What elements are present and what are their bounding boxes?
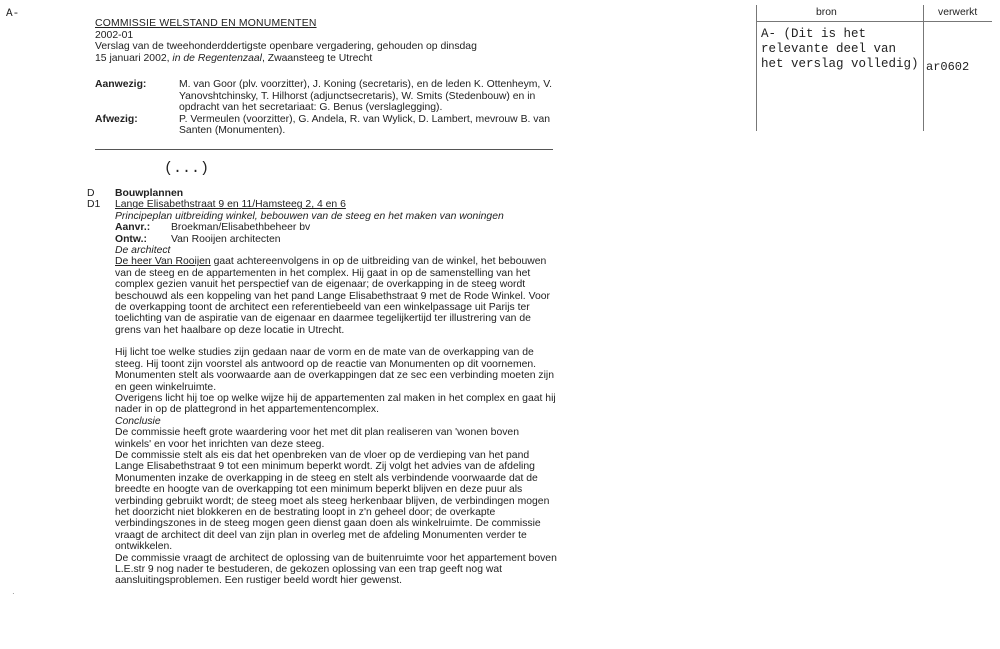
paragraph-4: De commissie heeft grote waardering voor het met dit plan realiseren van 'wonen boven winkels' en voor het inrichten van deze steeg. [115, 427, 519, 450]
item-heading-row [87, 199, 557, 210]
omission-marker: (...) [164, 160, 210, 177]
item-subtitle: Principeplan uitbreiding winkel, bebouwen van de steeg en het maken van woningen [115, 210, 504, 222]
source-note: A- (Dit is het relevante deel van het verslag volledig) [761, 27, 919, 71]
attendance-block [95, 79, 565, 137]
section-heading-row [87, 188, 557, 199]
divider-line [95, 149, 553, 150]
scan-speck: · [12, 589, 15, 598]
item-title: Lange Elisabethstraat 9 en 11/Hamsteeg 2, 4 en 6 [115, 199, 346, 211]
present-label: Aanwezig: [95, 79, 147, 90]
applicant-value: Broekman/Elisabethbeheer bv [171, 222, 311, 234]
paragraph-1-text: gaat achtereenvolgens in op de uitbreiding van de winkel, het bebouwen van de steeg en de appartementen in het complex. Hij gaat in op de samenstelling van het complex gezien vanuit het perspectief van de eigenaar; de overkapping in de steeg wordt beschouwd als een koppeling van het pand Lange Elisabethstraat 9 met de Rode Winkel. Voor de overkapping toont de architect een referentiebeeld van een winkelpassage uit Parijs ter toelichting van de aspiratie van de eigenaar en daarmee tegelijkertijd ter illustrering van de grens van het haalbare op deze locatie in Utrecht. [115, 256, 550, 336]
conclusion-heading: Conclusie [115, 415, 161, 427]
present-list: M. van Goor (plv. voorzitter), J. Koning (secretaris), en de leden K. Ottenheym, V. Yanovshtchinsky, T. Hilhorst (adjunctsecretaris), W. Smits (Stedenbouw) en in opdracht van het secretariaat: G. Benus (verslaglegging). [179, 79, 553, 114]
committee-title: COMMISSIE WELSTAND EN MONUMENTEN [95, 18, 317, 29]
section-title: Bouwplannen [115, 188, 184, 199]
processed-column-header: verwerkt [938, 7, 978, 18]
designer-value: Van Rooijen architecten [171, 233, 281, 245]
applicant-row [87, 222, 557, 233]
report-intro-line: Verslag van de tweehonderddertigste openbare vergadering, gehouden op dinsdag [95, 41, 477, 53]
present-row [95, 79, 565, 114]
table-column-divider [923, 5, 924, 131]
paragraph-5: De commissie stelt als eis dat het openbreken van de vloer op de verdieping van het pand Lange Elisabethstraat 9 tot een minimum beperkt wordt. Zij volgt het advies van de afdeling Monumenten inzake de overkapping in de steeg en stelt als verbindende voorwaarde dat de breedte en hoogte van de overkapping tot een minimum beperkt blijven en deze puur als verbinding gebruikt wordt; de steeg moet als steeg herkenbaar blijven, de verbindingen mogen het doorzicht niet blokkeren en de bestrating loopt in z'n geheel door; de overkapte verbindingszones in de steeg mogen geen dienst gaan doen als winkelruimte. De commissie vraagt de architect dit deel van zijn plan in overleg met de afdeling Monumenten verder te ontwikkelen. [115, 449, 550, 553]
designer-row [87, 234, 557, 245]
source-table [756, 5, 992, 131]
section-body [87, 188, 557, 587]
paragraph-3: Overigens licht hij toe op welke wijze hij de appartementen zal maken in het complex en gaat hij nader in op de plattegrond in het appartementencomplex. [115, 392, 556, 416]
applicant-label: Aanvr.: [115, 222, 151, 234]
paragraph-6: De commissie vraagt de architect de oplossing van de buitenruimte voor het appartement boven L.E.str 9 nog nader te bestuderen, de gekozen oplossing van een trap geeft nog wat aansluitingsproblemen. Een rustiger beeld wordt hier gewenst. [115, 552, 557, 587]
corner-mark: A- [6, 8, 20, 20]
absent-label: Afwezig: [95, 113, 138, 125]
report-date: 15 januari 2002, [95, 52, 173, 64]
archive-code: ar0602 [926, 60, 970, 74]
architect-heading: De architect [115, 245, 171, 257]
report-location: , Zwaansteeg te Utrecht [261, 52, 373, 64]
source-table-header [756, 5, 992, 22]
section-code: D [87, 188, 95, 199]
absent-row [95, 114, 565, 137]
report-number: 2002-01 [95, 29, 134, 41]
designer-label: Ontw.: [115, 233, 147, 245]
source-column-header: bron [816, 7, 837, 18]
paragraph-1-lead: De heer Van Rooijen [115, 256, 211, 268]
item-code: D1 [87, 199, 101, 211]
report-header [95, 18, 565, 64]
paragraph-1 [87, 256, 557, 336]
table-left-border [756, 5, 757, 131]
report-venue: in de Regentenzaal [172, 52, 262, 64]
absent-list: P. Vermeulen (voorzitter), G. Andela, R. van Wylick, D. Lambert, mevrouw B. van Santen (Monumenten). [179, 113, 551, 137]
report-date-line [95, 53, 565, 65]
paragraph-2: Hij licht toe welke studies zijn gedaan naar de vorm en de mate van de overkapping van de steeg. Hij toont zijn voorstel als antwoord op de reactie van Monumenten op dit voornemen. Monumenten stelt als voorwaarde aan de overkappingen dat ze sec een verbinding moeten zijn en geen winkelruimte. [115, 347, 554, 393]
